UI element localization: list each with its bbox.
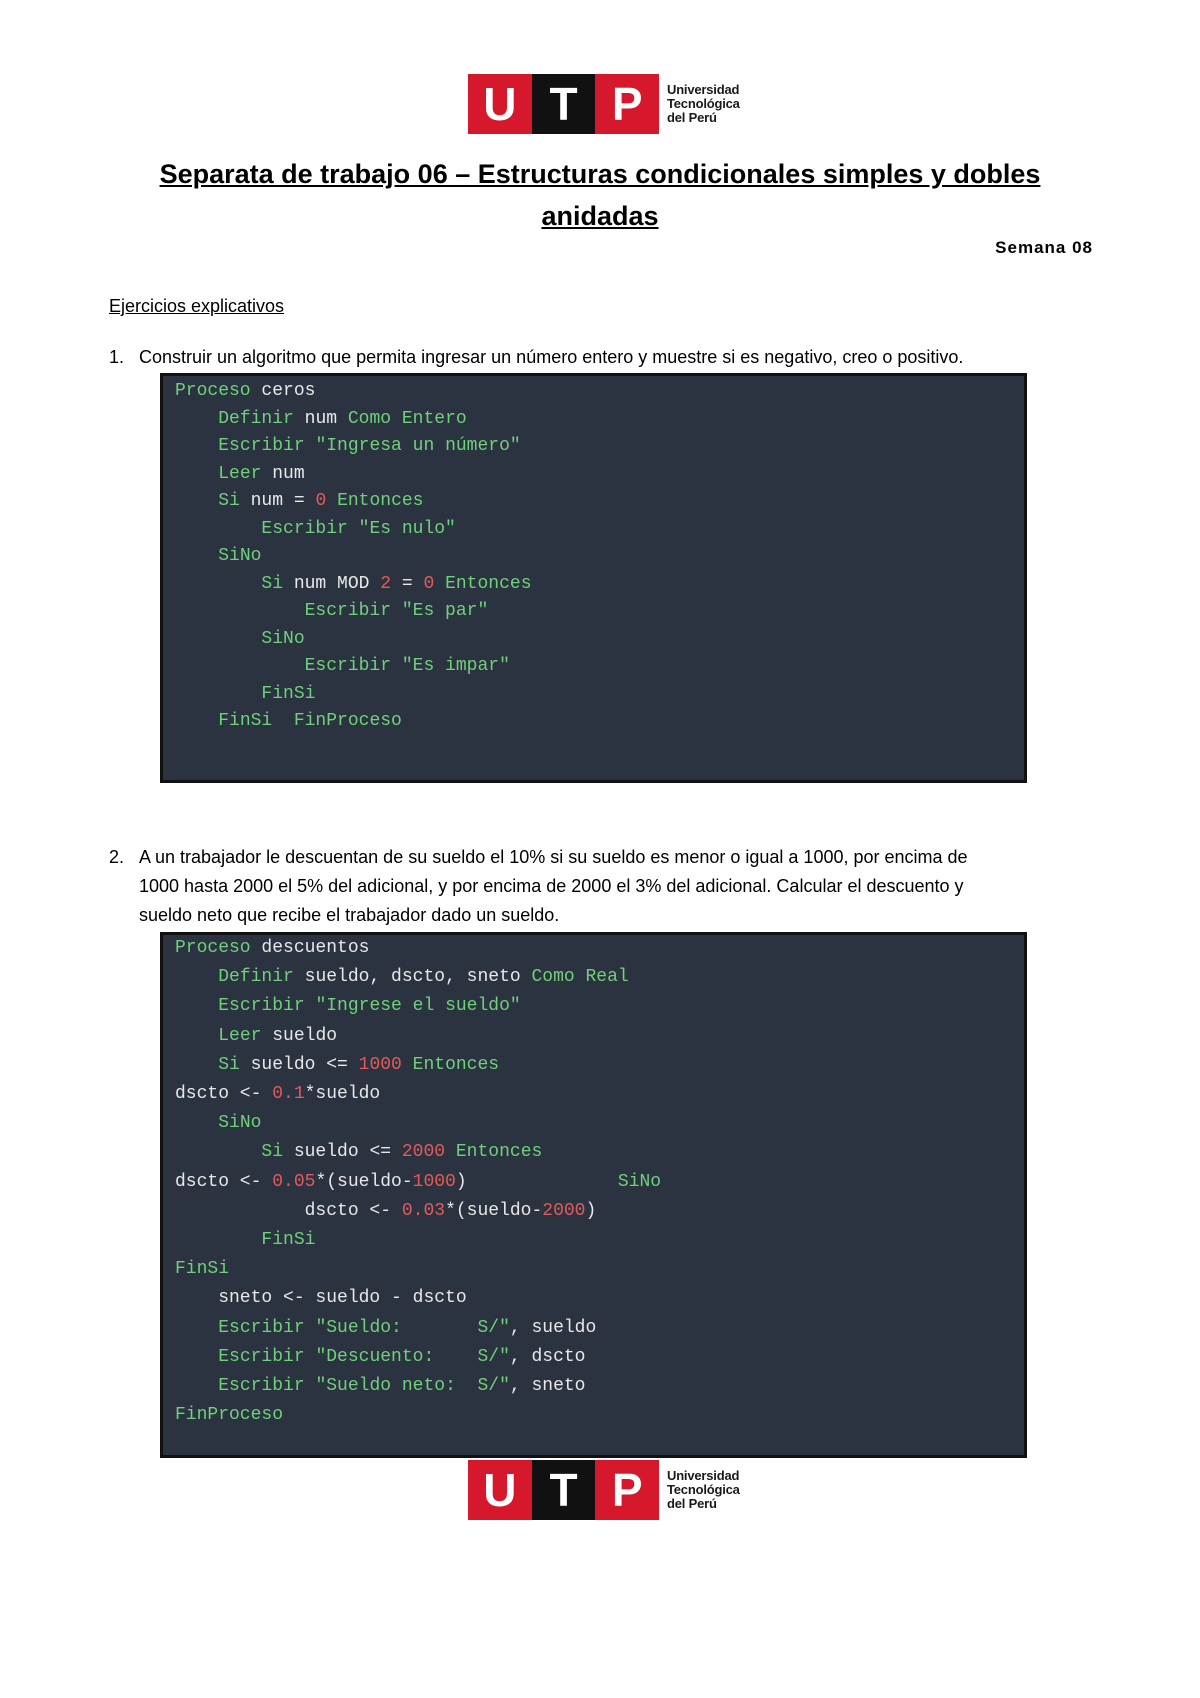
utp-letters: [468, 74, 659, 134]
code-line: Si num = 0 Entonces: [218, 491, 424, 511]
university-name-line: del Perú: [667, 1496, 717, 1511]
code-line: dscto <- 0.03*(sueldo-2000): [175, 1200, 597, 1221]
code-line: Proceso ceros: [175, 381, 316, 401]
code-line: Escribir "Sueldo neto: S/", sneto: [218, 1376, 586, 1396]
code-line: Escribir "Sueldo: S/", sueldo: [218, 1317, 597, 1338]
code-line: Definir num Como Entero: [218, 408, 467, 429]
exercise-1: [109, 343, 1069, 372]
university-name-line: del Perú: [667, 110, 717, 125]
code-line: SiNo: [218, 1113, 262, 1134]
logo-letter-t: T: [532, 74, 596, 134]
logo-letter-t: T: [532, 1460, 596, 1520]
code-line: FinSi FinProceso: [218, 711, 402, 731]
code-line: Escribir "Es nulo": [261, 518, 456, 539]
code-line: Si sueldo <= 2000 Entonces: [261, 1142, 543, 1163]
code-line: Escribir "Ingresa un número": [218, 436, 521, 456]
code-block-2: [160, 932, 1027, 1458]
title-line-1: Separata de trabajo 06 – Estructuras condicionales simples y dobles: [159, 159, 1041, 189]
code-line: Escribir "Es impar": [304, 656, 510, 676]
exercise-text: Construir un algoritmo que permita ingresar un número entero y muestre si es negativo, creo o positivo.: [139, 347, 964, 367]
code-line: SiNo: [218, 546, 262, 566]
utp-letters: [468, 1460, 659, 1520]
exercise-text: [139, 843, 1069, 930]
logo-letter-u: U: [468, 74, 532, 134]
title-line-2: anidadas: [541, 201, 659, 231]
university-name: [667, 1469, 740, 1511]
exercise-text-line: sueldo neto que recibe el trabajador dado un sueldo.: [139, 905, 560, 925]
logo-letter-u: U: [468, 1460, 532, 1520]
utp-logo-bottom: [468, 1460, 743, 1520]
logo-letter-p: P: [595, 74, 659, 134]
exercise-text-line: A un trabajador le descuentan de su sueldo el 10% si su sueldo es menor o igual a 1000, por encima de: [139, 847, 968, 867]
code-line: FinSi: [261, 683, 316, 704]
code-line: Escribir "Descuento: S/", dscto: [218, 1346, 586, 1367]
code-line: FinProceso: [175, 1405, 284, 1426]
code-line: Definir sueldo, dscto, sneto Como Real: [218, 967, 629, 988]
week-label: Semana 08: [995, 238, 1093, 257]
code-line: Leer num: [218, 463, 305, 484]
university-name-line: Universidad: [667, 82, 740, 97]
code-line: Si sueldo <= 1000 Entonces: [218, 1054, 500, 1075]
code-line: Escribir "Es par": [304, 601, 489, 621]
code-line: sneto <- sueldo - dscto: [175, 1288, 467, 1309]
code-line: SiNo: [261, 628, 305, 649]
utp-logo-top: [468, 74, 743, 134]
code-line: dscto <- 0.1*sueldo: [175, 1084, 381, 1104]
code-line: Si num MOD 2 = 0 Entonces: [261, 573, 532, 594]
section-heading: Ejercicios explicativos: [109, 296, 285, 316]
code-line: FinSi: [261, 1230, 316, 1250]
exercise-number: 1.: [109, 347, 125, 367]
code-line: Escribir "Ingrese el sueldo": [218, 996, 521, 1017]
document-title: [120, 153, 1080, 237]
university-name-line: Tecnológica: [667, 1482, 740, 1497]
exercise-text-line: 1000 hasta 2000 el 5% del adicional, y por encima de 2000 el 3% del adicional. Calcular el descuento y: [139, 876, 964, 896]
university-name: [667, 83, 740, 125]
code-line: Leer sueldo: [218, 1025, 338, 1046]
exercise-2: [109, 843, 1069, 930]
logo-letter-p: P: [595, 1460, 659, 1520]
code-line: FinSi: [175, 1259, 230, 1280]
code-line: dscto <- 0.05*(sueldo-1000) SiNo: [175, 1171, 662, 1192]
code-block-1: [160, 373, 1027, 783]
university-name-line: Tecnológica: [667, 96, 740, 111]
exercise-number: 2.: [109, 847, 125, 867]
university-name-line: Universidad: [667, 1468, 740, 1483]
code-line: Proceso descuentos: [175, 938, 370, 958]
